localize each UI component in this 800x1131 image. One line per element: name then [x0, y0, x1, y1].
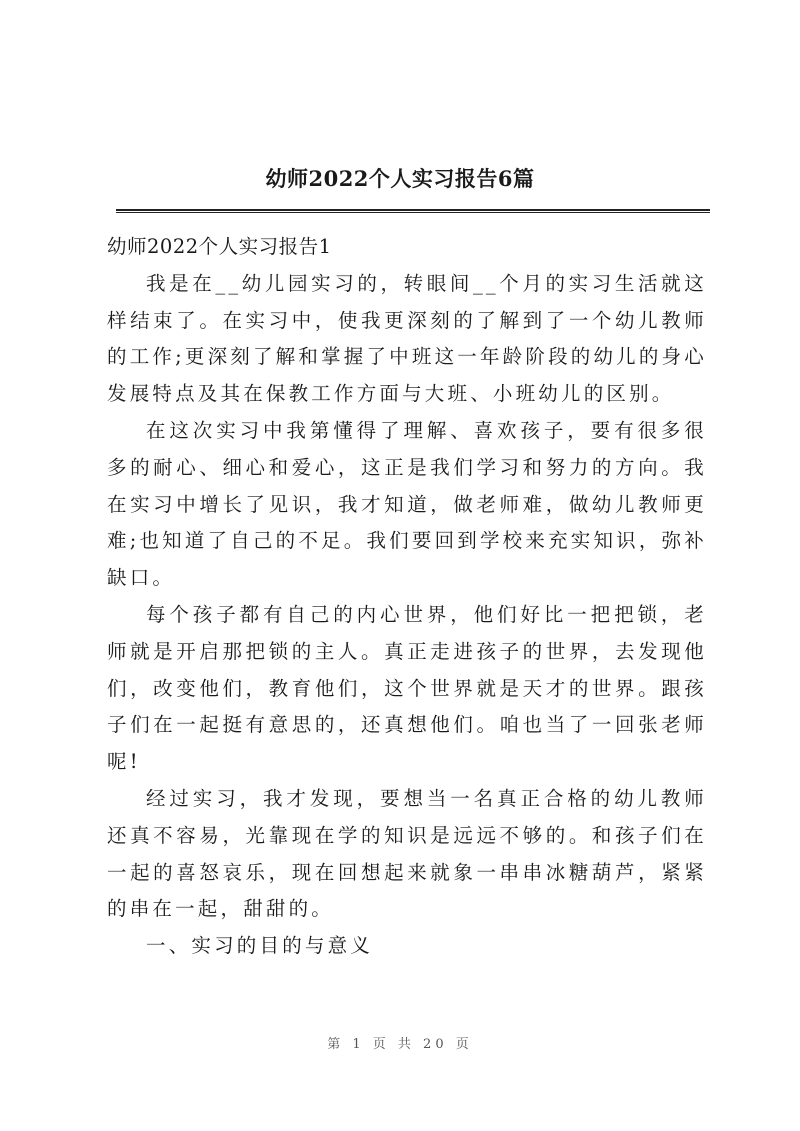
page-footer: 第 1 页 共 20 页: [327, 1037, 473, 1052]
body-paragraph-1: 我是在__幼儿园实习的，转眼间__个月的实习生活就这样结束了。在实习中，使我更深刻的了解到了一个幼儿教师的工作;更深刻了解和掌握了中班这一年龄阶段的幼儿的身心发展特点及其在保教工作方面与大班、小班幼儿的区别。: [107, 271, 707, 406]
document-title: 幼师2022个人实习报告6篇: [265, 166, 535, 191]
body-paragraph-2: 在这次实习中我第懂得了理解、喜欢孩子，要有很多很多的耐心、细心和爱心，这正是我们学习和努力的方向。我在实习中增长了见识，我才知道，做老师难，做幼儿教师更难;也知道了自己的不足。我们要回到学校来充实知识，弥补缺口。: [107, 418, 707, 590]
body-paragraph-3: 每个孩子都有自己的内心世界，他们好比一把把锁，老师就是开启那把锁的主人。真正走进孩子的世界，去发现他们，改变他们，教育他们，这个世界就是天才的世界。跟孩子们在一起挺有意思的，还真想他们。咱也当了一回张老师呢!: [107, 602, 707, 774]
sub-heading: 一、实习的目的与意义: [146, 934, 374, 958]
body-paragraph-4: 经过实习，我才发现，要想当一名真正合格的幼儿教师还真不容易，光靠现在学的知识是远远不够的。和孩子们在一起的喜怒哀乐，现在回想起来就象一串串冰糖葫芦，紧紧的串在一起，甜甜的。: [107, 786, 707, 921]
title-divider: [116, 209, 710, 213]
document-body: [107, 229, 707, 965]
section-heading: 幼师2022个人实习报告1: [107, 235, 332, 258]
